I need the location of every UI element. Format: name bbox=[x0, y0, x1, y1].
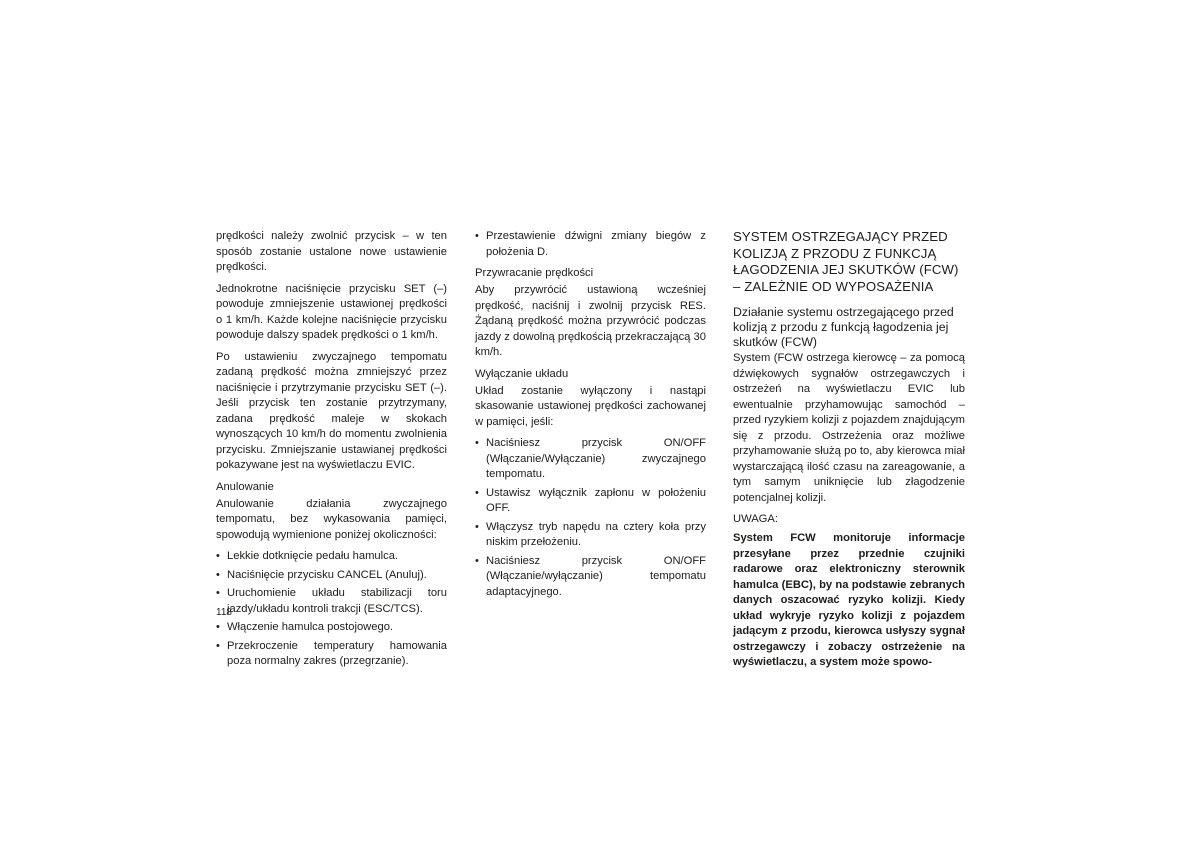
list-item: • Naciśniesz przycisk ON/OFF (Włączanie/wyłączanie) tempomatu adaptacyjnego. bbox=[475, 554, 706, 598]
heading-turn-off: Wyłączanie układu bbox=[475, 367, 569, 380]
bullet-icon: • bbox=[216, 639, 220, 652]
list-item: • Włączenie hamulca postojowego. bbox=[216, 620, 447, 636]
heading-cancel: Anulowanie bbox=[216, 480, 274, 493]
list-item: • Naciśniesz przycisk ON/OFF (Włączanie/Wyłączanie) zwyczajnego tempomatu. bbox=[475, 437, 706, 480]
bullet-icon: • bbox=[216, 568, 220, 581]
paragraph-set-minus-hold: Po ustawieniu zwyczajnego tempomatu zadaną prędkość można zmniejszyć przez naciśnięcie i przytrzymanie przycisku SET (–). Jeśli przycisk ten zostanie przytrzymany, zadana prędkość maleje w skokach wynoszących 10 km/h do momentu zwolnienia przycisku. Zmniejszanie ustawianej prędkości pokazywane jest na wyświetlaczu EVIC. bbox=[216, 350, 447, 471]
section-subtitle: Działanie systemu ostrzegającego przed kolizją z przodu z funkcją łagodzenia jej skutków (FCW) bbox=[733, 305, 954, 349]
list-item: • Włączysz tryb napędu na cztery koła przy niskim przełożeniu. bbox=[475, 520, 706, 548]
page-number: 118 bbox=[216, 607, 232, 618]
cancel-conditions-list bbox=[216, 549, 447, 670]
paragraph-speed-release: prędkości należy zwolnić przycisk – w ten sposób zostanie ustalone nowe ustawienie prędkości. bbox=[216, 230, 447, 273]
list-item: • Przestawienie dźwigni zmiany biegów z położenia D. bbox=[475, 230, 706, 258]
bullet-icon: • bbox=[475, 230, 479, 242]
note-label: UWAGA: bbox=[733, 513, 778, 526]
list-item: • Przekroczenie temperatury hamowania poza normalny zakres (przegrzanie). bbox=[216, 639, 447, 667]
list-item: • Naciśnięcie przycisku CANCEL (Anuluj). bbox=[216, 568, 447, 584]
list-item: • Ustawisz wyłącznik zapłonu w położeniu OFF. bbox=[475, 486, 706, 514]
bullet-icon: • bbox=[216, 587, 220, 599]
bullet-icon: • bbox=[216, 621, 220, 633]
paragraph-resume-speed: Aby przywrócić ustawioną wcześniej prędkość, naciśnij i zwolnij przycisk RES. Żądaną prędkość można przywrócić podczas jazdy z dowolną prędkością przekraczającą 30 km/h. bbox=[475, 284, 706, 358]
paragraph-fcw-description: System (FCW ostrzega kierowcę – za pomocą dźwiękowych sygnałów ostrzegawczych i ostrzeżeń na wyświetlaczu EVIC lub ewentualnie przyhamowując samochód – przed ryzykiem kolizji z pojazdem znajdującym się z przodu. Ostrzeżenia oraz możliwe przyhamowanie służą po to, aby kierowca miał wystarczającą ilość czasu na zareagowanie, a tym samym uniknięcie lub złagodzenie potencjalnej kolizji. bbox=[733, 352, 965, 504]
bullet-icon: • bbox=[475, 554, 479, 567]
column-middle bbox=[475, 229, 706, 603]
paragraph-turn-off-intro: Układ zostanie wyłączony i nastąpi skasowanie ustawionej prędkości zachowanej w pamięci, jeśli: bbox=[475, 384, 706, 428]
turn-off-conditions-list bbox=[475, 436, 706, 600]
section-title: SYSTEM OSTRZEGAJĄCY PRZED KOLIZJĄ Z PRZODU Z FUNKCJĄ ŁAGODZENIA JEJ SKUTKÓW (FCW) – ZALEŻNIE OD WYPOSAŻENIA bbox=[733, 229, 959, 294]
paragraph-note: System FCW monitoruje informacje przesyłane przez przednie czujniki radarowe oraz elektroniczny sterownik hamulca (EBC), by na podstawie zebranych danych oszacować ryzyko kolizji. Kiedy układ wykryje ryzyko kolizji z pojazdem jadącym z przodu, kierowca usłyszy sygnał ostrzegawczy i zobaczy ostrzeżenie na wyświetlaczu, a system może spowo- bbox=[733, 532, 965, 669]
bullet-icon: • bbox=[475, 486, 479, 499]
paragraph-cancel-intro: Anulowanie działania zwyczajnego tempomatu, bez wykasowania pamięci, spowodują wymienione poniżej okoliczności: bbox=[216, 497, 447, 541]
paragraph-set-minus-single: Jednokrotne naciśnięcie przycisku SET (–) powoduje zmniejszenie ustawionej prędkości o 1 km/h. Każde kolejne naciśnięcie przycisku powoduje dalszy spadek prędkości o 1 km/h. bbox=[216, 282, 447, 341]
cancel-conditions-list-continued bbox=[475, 229, 706, 260]
column-right bbox=[733, 229, 965, 677]
list-item: • Lekkie dotknięcie pedału hamulca. bbox=[216, 549, 447, 565]
bullet-icon: • bbox=[216, 550, 220, 562]
list-item: • Uruchomienie układu stabilizacji toru jazdy/układu kontroli trakcji (ESC/TCS). bbox=[216, 587, 447, 615]
column-left bbox=[216, 229, 447, 673]
bullet-icon: • bbox=[475, 437, 479, 449]
bullet-icon: • bbox=[475, 520, 479, 533]
heading-resume-speed: Przywracanie prędkości bbox=[475, 267, 594, 279]
